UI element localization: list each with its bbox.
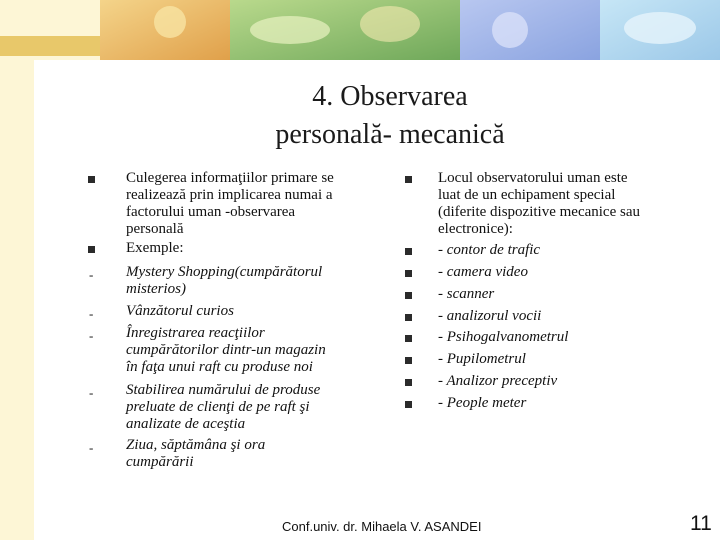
title-line-2: personală- mecanică — [275, 119, 505, 150]
text-line: în faţa unui raft cu produse noi — [126, 359, 313, 375]
left-paragraph-1 — [126, 170, 386, 238]
dash-bullet: - — [89, 440, 94, 455]
text-line: preluate de clienţi de pe raft şi — [126, 399, 310, 415]
square-bullet-icon — [405, 176, 412, 183]
right-paragraph-1 — [438, 170, 698, 238]
text-line: (diferite dispozitive mecanice sau — [438, 204, 640, 220]
example-2: Vânzătorul curios — [126, 303, 234, 319]
text-line: Stabilirea numărului de produse — [126, 382, 321, 398]
list-item-label: - Analizor preceptiv — [438, 373, 558, 389]
square-bullet-icon — [405, 401, 412, 408]
text-line: analizate de aceştia — [126, 416, 246, 432]
list-item-label: - camera video — [438, 264, 528, 280]
list-item — [405, 286, 695, 308]
decorative-banner — [100, 0, 720, 60]
dash-bullet: - — [89, 306, 94, 321]
left-frame — [0, 0, 34, 540]
list-item-label: - analizorul vocii — [438, 308, 542, 324]
text-line: luat de un echipament special — [438, 187, 616, 203]
list-item — [405, 308, 695, 329]
list-item-label: - People meter — [438, 395, 527, 411]
square-bullet-icon — [405, 357, 412, 364]
list-item — [405, 264, 695, 286]
list-item — [405, 373, 695, 395]
list-item — [405, 351, 695, 373]
square-bullet-icon — [405, 314, 412, 321]
square-bullet-icon — [88, 176, 95, 183]
list-item — [405, 395, 695, 417]
list-item — [405, 329, 695, 351]
text-line: Ziua, săptămâna şi ora — [126, 437, 266, 453]
square-bullet-icon — [405, 292, 412, 299]
list-item-label: - Pupilometrul — [438, 351, 526, 367]
square-bullet-icon — [405, 248, 412, 255]
square-bullet-icon — [88, 246, 95, 253]
dash-bullet: - — [89, 267, 94, 282]
left-paragraph-2: Exemple: — [126, 240, 184, 256]
text-line: factorului uman -observarea — [126, 204, 296, 220]
slide-title — [160, 78, 620, 154]
list-item-label: - contor de trafic — [438, 242, 541, 258]
text-line: personală — [126, 221, 184, 237]
example-3 — [126, 325, 386, 376]
text-line: Culegerea informaţiilor primare se — [126, 170, 334, 186]
square-bullet-icon — [405, 335, 412, 342]
square-bullet-icon — [405, 270, 412, 277]
text-line: cumpărătorilor dintr-un magazin — [126, 342, 326, 358]
equipment-list — [405, 242, 695, 417]
banner-image — [100, 0, 720, 60]
list-item — [405, 242, 695, 264]
footer-author: Conf.univ. dr. Mihaela V. ASANDEI — [282, 519, 482, 534]
example-4 — [126, 382, 386, 433]
list-item-label: - Psihogalvanometrul — [438, 329, 569, 345]
dash-bullet: - — [89, 328, 94, 343]
text-line: Mystery Shopping(cumpărătorul — [126, 264, 323, 280]
example-1 — [126, 264, 386, 298]
accent-strip — [0, 36, 100, 56]
example-5 — [126, 437, 386, 471]
page-number: 11 — [690, 512, 712, 535]
text-line: electronice): — [438, 221, 513, 237]
text-line: cumpărării — [126, 454, 194, 470]
square-bullet-icon — [405, 379, 412, 386]
text-line: misterios) — [126, 281, 186, 297]
text-line: realizează prin implicarea numai a — [126, 187, 333, 203]
title-line-1: 4. Observarea — [312, 81, 468, 112]
text-line: Înregistrarea reacţiilor — [126, 325, 265, 341]
dash-bullet: - — [89, 385, 94, 400]
list-item-label: - scanner — [438, 286, 495, 302]
text-line: Locul observatorului uman este — [438, 170, 628, 186]
